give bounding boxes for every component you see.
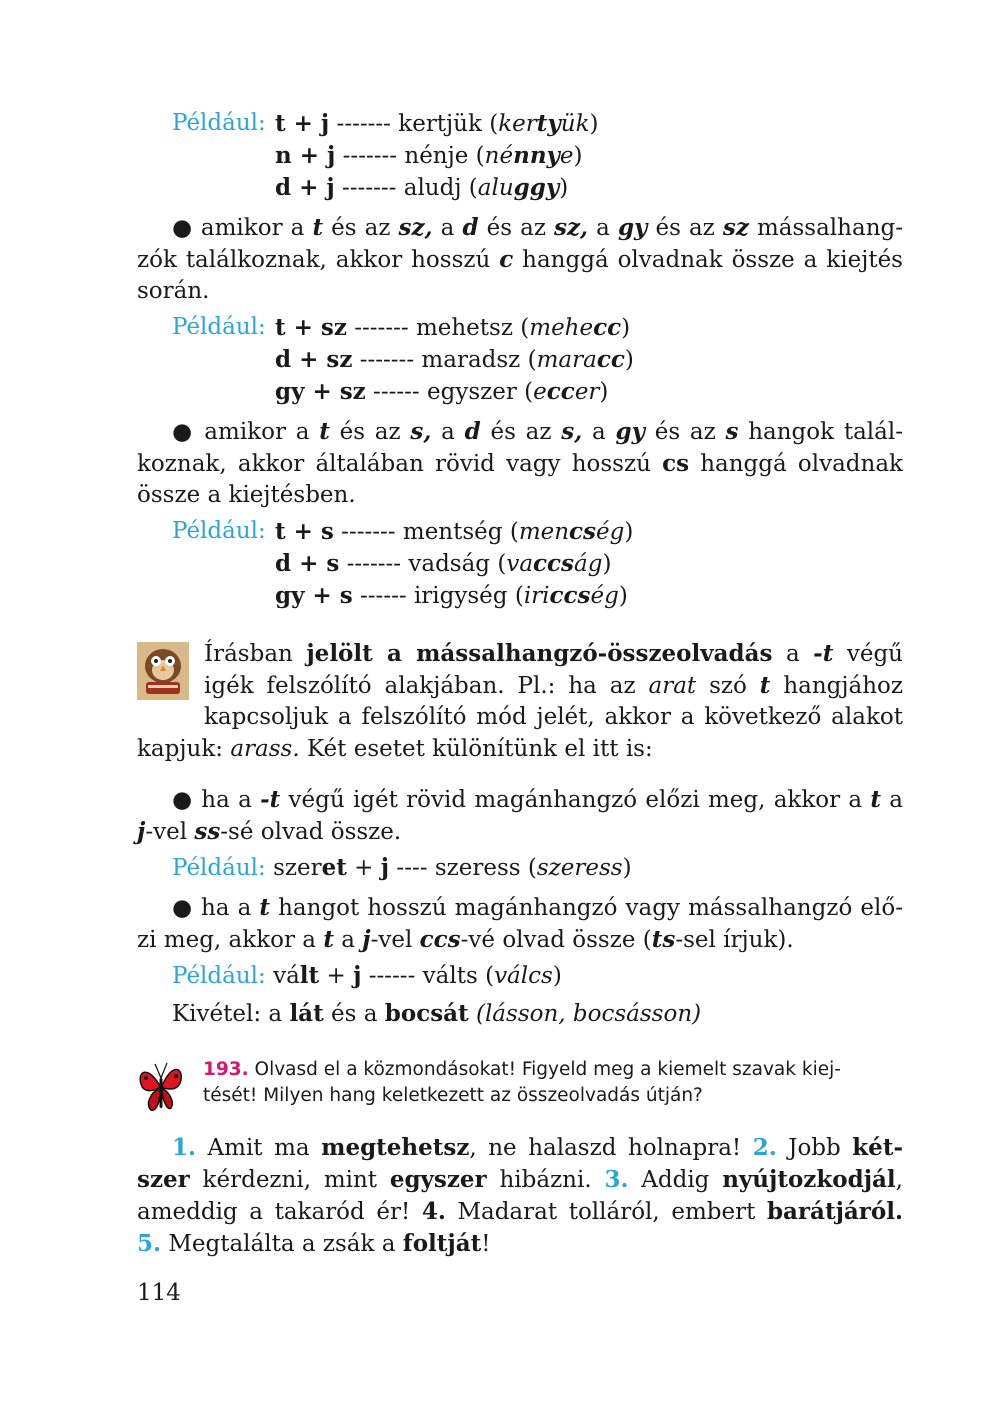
text: a (333, 927, 363, 953)
proverb-line (137, 1228, 491, 1260)
paragraph-line (204, 638, 903, 670)
emphasis: szer (137, 1166, 190, 1193)
letter: sz, (398, 214, 433, 241)
pron-part: men (518, 519, 570, 545)
letter: s, (410, 418, 432, 445)
pron-part: va (506, 551, 534, 577)
emphasis: bocsát (384, 1000, 469, 1027)
emphasis: megtehetsz (321, 1134, 470, 1161)
example-row: gy + sz ------ egyszer (eccer) (275, 378, 609, 405)
paragraph-line (137, 448, 903, 480)
pron-part: iri (523, 583, 550, 609)
emphasis: egyszer (389, 1166, 487, 1193)
letter: -t (813, 640, 834, 667)
word: egyszer (427, 379, 517, 405)
text: és az (644, 419, 726, 445)
example-row: t + s ------- mentség (mencség) (275, 518, 634, 545)
paragraph-line (137, 480, 356, 511)
task-line (203, 1057, 841, 1083)
example-row: d + j ------- aludj (aluggy) (275, 174, 569, 201)
text: hangot hosszú magánhangzó vagy mássalhangzó elő- (270, 895, 903, 921)
formula: t + j (275, 110, 330, 137)
exception-line (172, 998, 701, 1030)
text: és az (647, 215, 723, 241)
emphasis: j (353, 962, 362, 989)
emphasis: két- (852, 1134, 903, 1161)
task-text: Olvasd el a közmondásokat! Figyeld meg a kiemelt szavak kiej- (248, 1059, 841, 1080)
text: kérdezni, mint (189, 1167, 390, 1193)
pron-part: er (574, 379, 600, 405)
word: mehetsz (415, 315, 513, 341)
emphasis: barátjáról. (766, 1198, 903, 1225)
text: hibázni. (486, 1167, 605, 1193)
pronunciation: válcs (494, 963, 553, 989)
text: ● amikor a (172, 419, 320, 445)
proverb-line (172, 1132, 903, 1164)
proverb-number: 2. (752, 1134, 777, 1161)
text: a (431, 419, 465, 445)
example-row: n + j ------- nénje (nénnye) (275, 142, 583, 169)
text: kapjuk: (137, 736, 231, 762)
text: -sel írjuk). (675, 927, 794, 953)
letter: sz, (554, 214, 589, 241)
paragraph-line (137, 276, 209, 307)
example-row (172, 960, 562, 992)
emphasis: lt (299, 962, 320, 989)
pron-part: ág (574, 551, 603, 577)
text: hanggá olvadnak (689, 451, 903, 477)
text: és az (323, 215, 399, 241)
letter: c (499, 246, 514, 273)
text: Két esetet különítünk el itt is: (299, 736, 653, 762)
text: hanggá olvadnak össze a kiejtés (513, 247, 903, 273)
pron-part: ük (560, 111, 590, 137)
example-row (172, 516, 266, 547)
dashes: ------- (346, 315, 416, 341)
example-label: Például: (172, 314, 266, 340)
text: és a (323, 1001, 385, 1027)
pron-part: né (484, 143, 514, 169)
example-row (172, 852, 632, 884)
word: aludj (403, 175, 462, 201)
letter: j (137, 818, 146, 845)
pron-part-bold: ty (536, 110, 561, 137)
text: -vel (145, 819, 195, 845)
example-row: d + sz ------- maradsz (maracc) (275, 346, 634, 373)
formula: t + s (275, 518, 334, 545)
text: mássalhang- (748, 215, 903, 241)
dashes: ------- (339, 551, 409, 577)
dashes: ------ (352, 583, 414, 609)
text: igék felszólító alakjában. Pl.: ha az (204, 673, 649, 699)
emphasis: nyújtozkodjál (722, 1166, 896, 1193)
formula: d + j (275, 174, 335, 201)
text: ! (481, 1231, 491, 1257)
text: szó (696, 673, 760, 699)
emphasis: foltját (402, 1230, 482, 1257)
text: Jobb (776, 1135, 853, 1161)
example-row: d + s ------- vadság (vaccság) (275, 550, 612, 577)
task-number: 193. (203, 1059, 249, 1080)
dashes: ------- (333, 519, 403, 545)
text: ) (622, 855, 632, 881)
pron-part-bold: ccs (549, 582, 591, 609)
dashes: ------- (334, 175, 404, 201)
text: a (432, 215, 463, 241)
owl-icon (137, 642, 189, 700)
text: Írásban (204, 641, 307, 667)
letter: t (759, 672, 771, 699)
text: végű igét rövid magánhangzó előzi meg, akkor a (280, 787, 871, 813)
example-label: Például: (172, 855, 266, 881)
proverb-number: 4. (421, 1198, 446, 1225)
text: a (881, 787, 903, 813)
letter: t (870, 786, 882, 813)
letter: gy (615, 418, 645, 445)
dashes: ------ (365, 379, 428, 405)
text: , ne halaszd holnapra! (469, 1135, 753, 1161)
text: és az (480, 419, 562, 445)
text: koznak, akkor általában rövid vagy hosszú (137, 451, 663, 477)
proverb-number: 1. (172, 1134, 197, 1161)
word: vadság (408, 551, 491, 577)
formula: d + s (275, 550, 340, 577)
text: a (772, 641, 814, 667)
letter: t (312, 214, 324, 241)
pron-part: ég (590, 583, 619, 609)
pron-part-bold: cc (546, 378, 575, 405)
formula: gy + s (275, 582, 353, 609)
proverb-line (137, 1196, 903, 1228)
text: hangok talál- (738, 419, 903, 445)
letter: s, (561, 418, 583, 445)
letter: sz (722, 214, 749, 241)
text: kapcsoljuk a felszólító mód jelét, akkor a következő alakot (204, 704, 903, 730)
text: és az (329, 419, 411, 445)
proverb-number: 3. (604, 1166, 629, 1193)
text: -sé olvad össze. (220, 819, 402, 845)
emphasis: arass. (230, 736, 300, 762)
pron-part: alu (477, 175, 514, 201)
example-row (172, 108, 266, 139)
text: végű (833, 641, 903, 667)
word: nénje (404, 143, 469, 169)
pron-part-bold: ggy (513, 174, 560, 201)
dashes: ------- (329, 111, 399, 137)
letter: gy (617, 214, 648, 241)
text: + (319, 963, 354, 989)
text: ● amikor a (172, 215, 313, 241)
paragraph-line (137, 734, 653, 765)
formula: n + j (275, 142, 336, 169)
pron-part: mehe (529, 315, 594, 341)
emphasis: lát (289, 1000, 324, 1027)
example-label: Például: (172, 963, 266, 989)
text: ameddig a takaród ér! (137, 1199, 422, 1225)
emphasis: arat (648, 673, 697, 699)
pron-part-bold: cs (569, 518, 596, 545)
text: ---- szeress ( (389, 855, 537, 881)
paragraph-line (204, 702, 903, 733)
example-row: t + j ------- kertjük (kertyük) (275, 110, 599, 137)
task-text: tését! Milyen hang keletkezett az összeolvadás útján? (203, 1085, 703, 1106)
letter: d (464, 418, 481, 445)
paragraph-line (172, 784, 903, 816)
paragraph-line (172, 892, 903, 924)
text: + (346, 855, 381, 881)
example-row: t + sz ------- mehetsz (mehecc) (275, 314, 631, 341)
pron-part: e (559, 143, 574, 169)
pronunciation: szeress (536, 855, 623, 881)
emphasis: jelölt a mássalhangzó-összeolvadás (306, 640, 773, 667)
formula: t + sz (275, 314, 347, 341)
example-label: Például: (172, 518, 266, 544)
emphasis: et (321, 854, 347, 881)
pron-part: mara (536, 347, 597, 373)
letter: ccs (419, 926, 461, 953)
paragraph-line (137, 244, 903, 276)
pron-part-bold: nny (513, 142, 560, 169)
text: és az (478, 215, 555, 241)
text: Megtalálta a zsák a (161, 1231, 403, 1257)
pron-part-bold: cc (593, 314, 622, 341)
letter: ts (651, 926, 676, 953)
letter: d (462, 214, 479, 241)
text: során. (137, 278, 210, 304)
letter: j (362, 926, 371, 953)
dashes: ------- (335, 143, 405, 169)
text: Amit ma (196, 1135, 322, 1161)
word: maradsz (421, 347, 521, 373)
pron-part-bold: ccs (533, 550, 575, 577)
text: Madarat tolláról, embert (445, 1199, 767, 1225)
text: -vel (370, 927, 420, 953)
letter: -t (260, 786, 281, 813)
example-row (172, 312, 266, 343)
letter: ss (194, 818, 221, 845)
text: zi meg, akkor a (137, 927, 324, 953)
text: ------ válts ( (361, 963, 495, 989)
letter: t (319, 418, 330, 445)
word: irigység (413, 583, 508, 609)
emphasis: (lásson, bocsásson) (468, 1001, 702, 1027)
text: zók találkoznak, akkor hosszú (137, 247, 500, 273)
proverb-number: 5. (137, 1230, 162, 1257)
paragraph-line (137, 924, 794, 956)
text: ● ha a (172, 895, 260, 921)
word: mentség (402, 519, 503, 545)
text: -vé olvad össze ( (460, 927, 652, 953)
text: a (588, 215, 618, 241)
formula: d + sz (275, 346, 353, 373)
letter: t (323, 926, 334, 953)
text: ● ha a (172, 787, 261, 813)
letter: s (725, 418, 739, 445)
proverb-line (137, 1164, 903, 1196)
formula: gy + sz (275, 378, 366, 405)
task-line (203, 1083, 703, 1109)
text: össze a kiejtésben. (137, 482, 356, 508)
butterfly-icon (137, 1056, 185, 1118)
paragraph-line (172, 416, 903, 448)
pron-part: e (533, 379, 547, 405)
example-label: Például: (172, 110, 266, 136)
text: hangjához (770, 673, 903, 699)
pron-part: ker (498, 111, 537, 137)
text: vá (273, 963, 300, 989)
pron-part-bold: cc (596, 346, 625, 373)
text: Kivétel: a (172, 1001, 290, 1027)
letter: cs (662, 450, 690, 477)
word: kertjük (398, 111, 482, 137)
dashes: ------- (352, 347, 422, 373)
letter: t (259, 894, 271, 921)
text: , (895, 1167, 903, 1193)
pron-part: ég (596, 519, 625, 545)
text: szer (273, 855, 322, 881)
text: a (582, 419, 616, 445)
text: Addig (628, 1167, 723, 1193)
example-row: gy + s ------ irigység (iriccség) (275, 582, 628, 609)
page-number: 114 (137, 1280, 181, 1306)
text: ) (552, 963, 562, 989)
paragraph-line (137, 816, 401, 848)
paragraph-line (172, 212, 903, 244)
emphasis: j (380, 854, 390, 881)
paragraph-line (204, 670, 903, 702)
